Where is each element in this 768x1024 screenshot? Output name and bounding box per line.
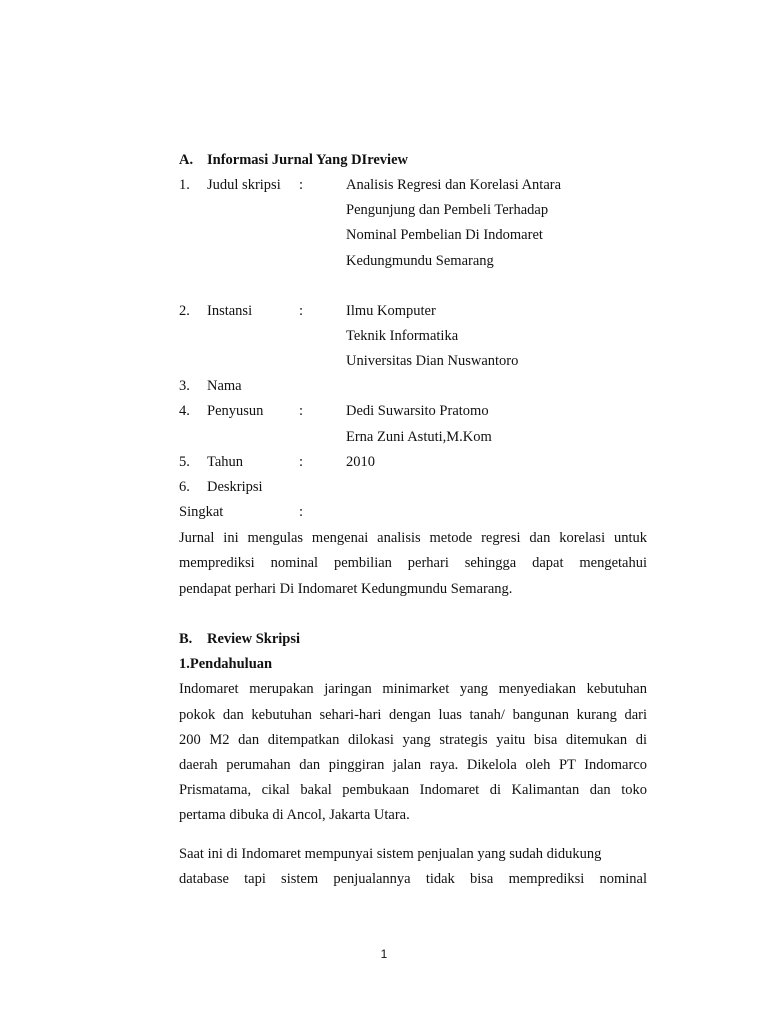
singkat-label: Singkat (179, 504, 224, 520)
description-line: memprediksi nominal pembilian perhari sehingga dapat mengetahui (179, 555, 647, 571)
item-label: Instansi (207, 303, 253, 319)
paragraph-line: 200 M2 dan ditempatkan dilokasi yang strategis yaitu bisa ditemukan di (179, 732, 647, 748)
item-value: Pengunjung dan Pembeli Terhadap (346, 202, 549, 218)
item-label: Deskripsi (207, 479, 263, 495)
item-colon: : (299, 454, 304, 470)
section-b-subtitle: 1.Pendahuluan (179, 656, 273, 672)
item-value: Nominal Pembelian Di Indomaret (346, 227, 543, 243)
page-number: 1 (380, 947, 388, 961)
item-value: Erna Zuni Astuti,M.Kom (346, 429, 492, 445)
item-value: 2010 (346, 454, 375, 470)
item-colon: : (299, 177, 304, 193)
paragraph-line: database tapi sistem penjualannya tidak bisa memprediksi nominal (179, 871, 647, 887)
item-number: 4. (179, 403, 190, 419)
item-label: Penyusun (207, 403, 264, 419)
item-value: Teknik Informatika (346, 328, 459, 344)
item-colon: : (299, 303, 304, 319)
item-number: 1. (179, 177, 190, 193)
item-label: Tahun (207, 454, 244, 470)
paragraph-line: Indomaret merupakan jaringan minimarket yang menyediakan kebutuhan (179, 681, 647, 697)
item-number: 5. (179, 454, 190, 470)
paragraph-line: pokok dan kebutuhan sehari-hari dengan luas tanah/ bangunan kurang dari (179, 707, 647, 723)
item-label: Judul skripsi (207, 177, 281, 193)
singkat-colon: : (299, 504, 304, 520)
description-line: pendapat perhari Di Indomaret Kedungmundu Semarang. (179, 581, 513, 597)
item-value: Kedungmundu Semarang (346, 253, 494, 269)
item-number: 3. (179, 378, 190, 394)
paragraph-line: daerah perumahan dan pinggiran jalan raya. Dikelola oleh PT Indomarco (179, 757, 647, 773)
paragraph-line: pertama dibuka di Ancol, Jakarta Utara. (179, 807, 410, 823)
section-b-title: Review Skripsi (207, 631, 301, 647)
section-b-letter: B. (179, 631, 193, 647)
section-a-title: Informasi Jurnal Yang DIreview (207, 152, 408, 168)
item-value: Ilmu Komputer (346, 303, 436, 319)
item-number: 6. (179, 479, 190, 495)
item-colon: : (299, 403, 304, 419)
item-value: Dedi Suwarsito Pratomo (346, 403, 489, 419)
description-line: Jurnal ini mengulas mengenai analisis metode regresi dan korelasi untuk (179, 530, 647, 546)
paragraph-line: Prismatama, cikal bakal pembukaan Indomaret di Kalimantan dan toko (179, 782, 647, 798)
item-value: Analisis Regresi dan Korelasi Antara (346, 177, 562, 193)
item-value: Universitas Dian Nuswantoro (346, 353, 519, 369)
item-label: Nama (207, 378, 242, 394)
section-a-letter: A. (179, 152, 194, 168)
item-number: 2. (179, 303, 190, 319)
paragraph-line: Saat ini di Indomaret mempunyai sistem penjualan yang sudah didukung (179, 846, 602, 862)
